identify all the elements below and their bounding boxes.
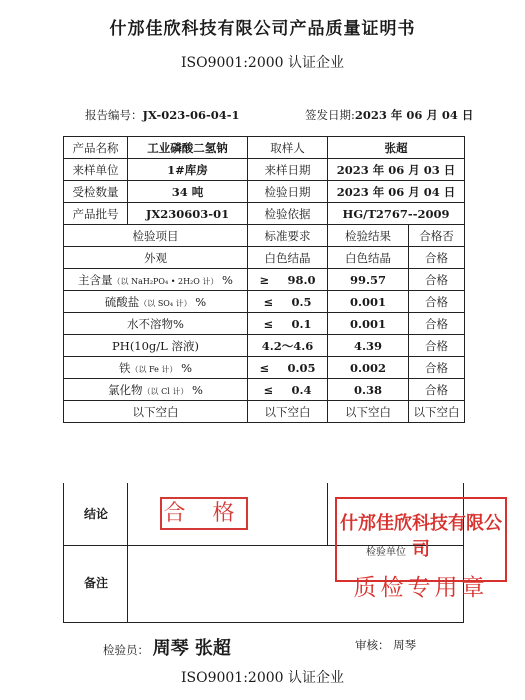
table-row <box>64 203 465 225</box>
table-header-row <box>64 225 465 247</box>
issue-date-label: 签发日期: <box>305 108 355 122</box>
seal-text: 质检专用章 <box>353 575 489 601</box>
test-item: 铁（以 Fe 计） % <box>64 357 248 379</box>
inspection-table <box>63 136 465 423</box>
divider <box>127 483 128 623</box>
test-pass: 合格 <box>409 379 465 401</box>
table-row <box>64 269 465 291</box>
issue-date-value: 2023 年 06 月 04 日 <box>354 108 474 122</box>
info-label: 受检数量 <box>64 181 128 203</box>
test-result: 4.39 <box>328 335 409 357</box>
table-row <box>64 137 465 159</box>
report-number-label: 报告编号： <box>85 108 143 122</box>
table-row <box>64 159 465 181</box>
table-row <box>64 291 465 313</box>
test-item: 外观 <box>64 247 248 269</box>
test-standard: ≤ 0.1 <box>248 313 328 335</box>
test-standard: ≤ 0.4 <box>248 379 328 401</box>
header-item: 检验项目 <box>64 225 248 247</box>
inspector-label: 检验员： <box>103 643 149 657</box>
inspector-signature: 周琴 张超 <box>152 638 231 659</box>
test-result: 白色结晶 <box>328 247 409 269</box>
report-number-value: JX-023-06-04-1 <box>142 108 240 122</box>
header-standard: 标准要求 <box>248 225 328 247</box>
table-row <box>64 335 465 357</box>
test-result: 0.002 <box>328 357 409 379</box>
seal-company: 什邡佳欣科技有限公司 <box>340 513 502 560</box>
conclusion-stamp: 合 格 <box>160 497 248 530</box>
test-standard: ≤ 0.5 <box>248 291 328 313</box>
test-standard: 4.2～4.6 <box>248 335 328 357</box>
test-item: PH(10g/L 溶液) <box>64 335 248 357</box>
blank-pass: 以下空白 <box>409 401 465 423</box>
test-pass: 合格 <box>409 357 465 379</box>
test-result: 0.38 <box>328 379 409 401</box>
test-standard: ≤ 0.05 <box>248 357 328 379</box>
info-value: 2023 年 06 月 04 日 <box>328 181 465 203</box>
table-row <box>64 247 465 269</box>
inspector <box>103 634 231 660</box>
table-row <box>64 313 465 335</box>
certification-subtitle: ISO9001:2000 认证企业 <box>180 55 345 71</box>
info-label: 产品名称 <box>64 137 128 159</box>
table-row <box>64 401 465 423</box>
info-value: 34 吨 <box>128 181 248 203</box>
header-pass: 合格否 <box>409 225 465 247</box>
reviewer-label: 审核： <box>355 638 390 652</box>
blank-item: 以下空白 <box>64 401 248 423</box>
info-value: 1#库房 <box>128 159 248 181</box>
test-pass: 合格 <box>409 247 465 269</box>
info-label: 产品批号 <box>64 203 128 225</box>
conclusion-label: 结论 <box>84 507 109 521</box>
test-pass: 合格 <box>409 313 465 335</box>
header-result: 检验结果 <box>328 225 409 247</box>
table-row <box>64 379 465 401</box>
test-item: 水不溶物% <box>64 313 248 335</box>
info-label: 检验日期 <box>248 181 328 203</box>
report-number <box>85 107 240 123</box>
test-standard: ≥ 98.0 <box>248 269 328 291</box>
reviewer <box>355 637 416 653</box>
quality-seal <box>335 497 507 601</box>
inspection-unit-label: 检验单位 <box>366 547 406 558</box>
test-result: 0.001 <box>328 313 409 335</box>
test-pass: 合格 <box>409 291 465 313</box>
blank-result: 以下空白 <box>328 401 409 423</box>
test-pass: 合格 <box>409 335 465 357</box>
info-value: 工业磷酸二氢钠 <box>128 137 248 159</box>
reviewer-name: 周琴 <box>393 638 417 652</box>
info-value: HG/T2767--2009 <box>328 203 465 225</box>
footer-certification: ISO9001:2000 认证企业 <box>180 670 345 686</box>
info-label: 来样单位 <box>64 159 128 181</box>
test-result: 99.57 <box>328 269 409 291</box>
issue-date <box>305 107 473 123</box>
test-item: 硫酸盐（以 SO₄ 计） % <box>64 291 248 313</box>
table-row <box>64 357 465 379</box>
info-label: 取样人 <box>248 137 328 159</box>
divider <box>327 483 328 545</box>
test-result: 0.001 <box>328 291 409 313</box>
test-standard: 白色结晶 <box>248 247 328 269</box>
info-value: 张超 <box>328 137 465 159</box>
info-value: JX230603-01 <box>128 203 248 225</box>
info-label: 检验依据 <box>248 203 328 225</box>
test-pass: 合格 <box>409 269 465 291</box>
remark-label: 备注 <box>84 576 109 590</box>
test-item: 氯化物（以 Cl 计） % <box>64 379 248 401</box>
document-title: 什邡佳欣科技有限公司产品质量证明书 <box>109 19 416 39</box>
test-item: 主含量（以 NaH₂PO₄ • 2H₂O 计） % <box>64 269 248 291</box>
blank-standard: 以下空白 <box>248 401 328 423</box>
info-value: 2023 年 06 月 03 日 <box>328 159 465 181</box>
table-row <box>64 181 465 203</box>
info-label: 来样日期 <box>248 159 328 181</box>
